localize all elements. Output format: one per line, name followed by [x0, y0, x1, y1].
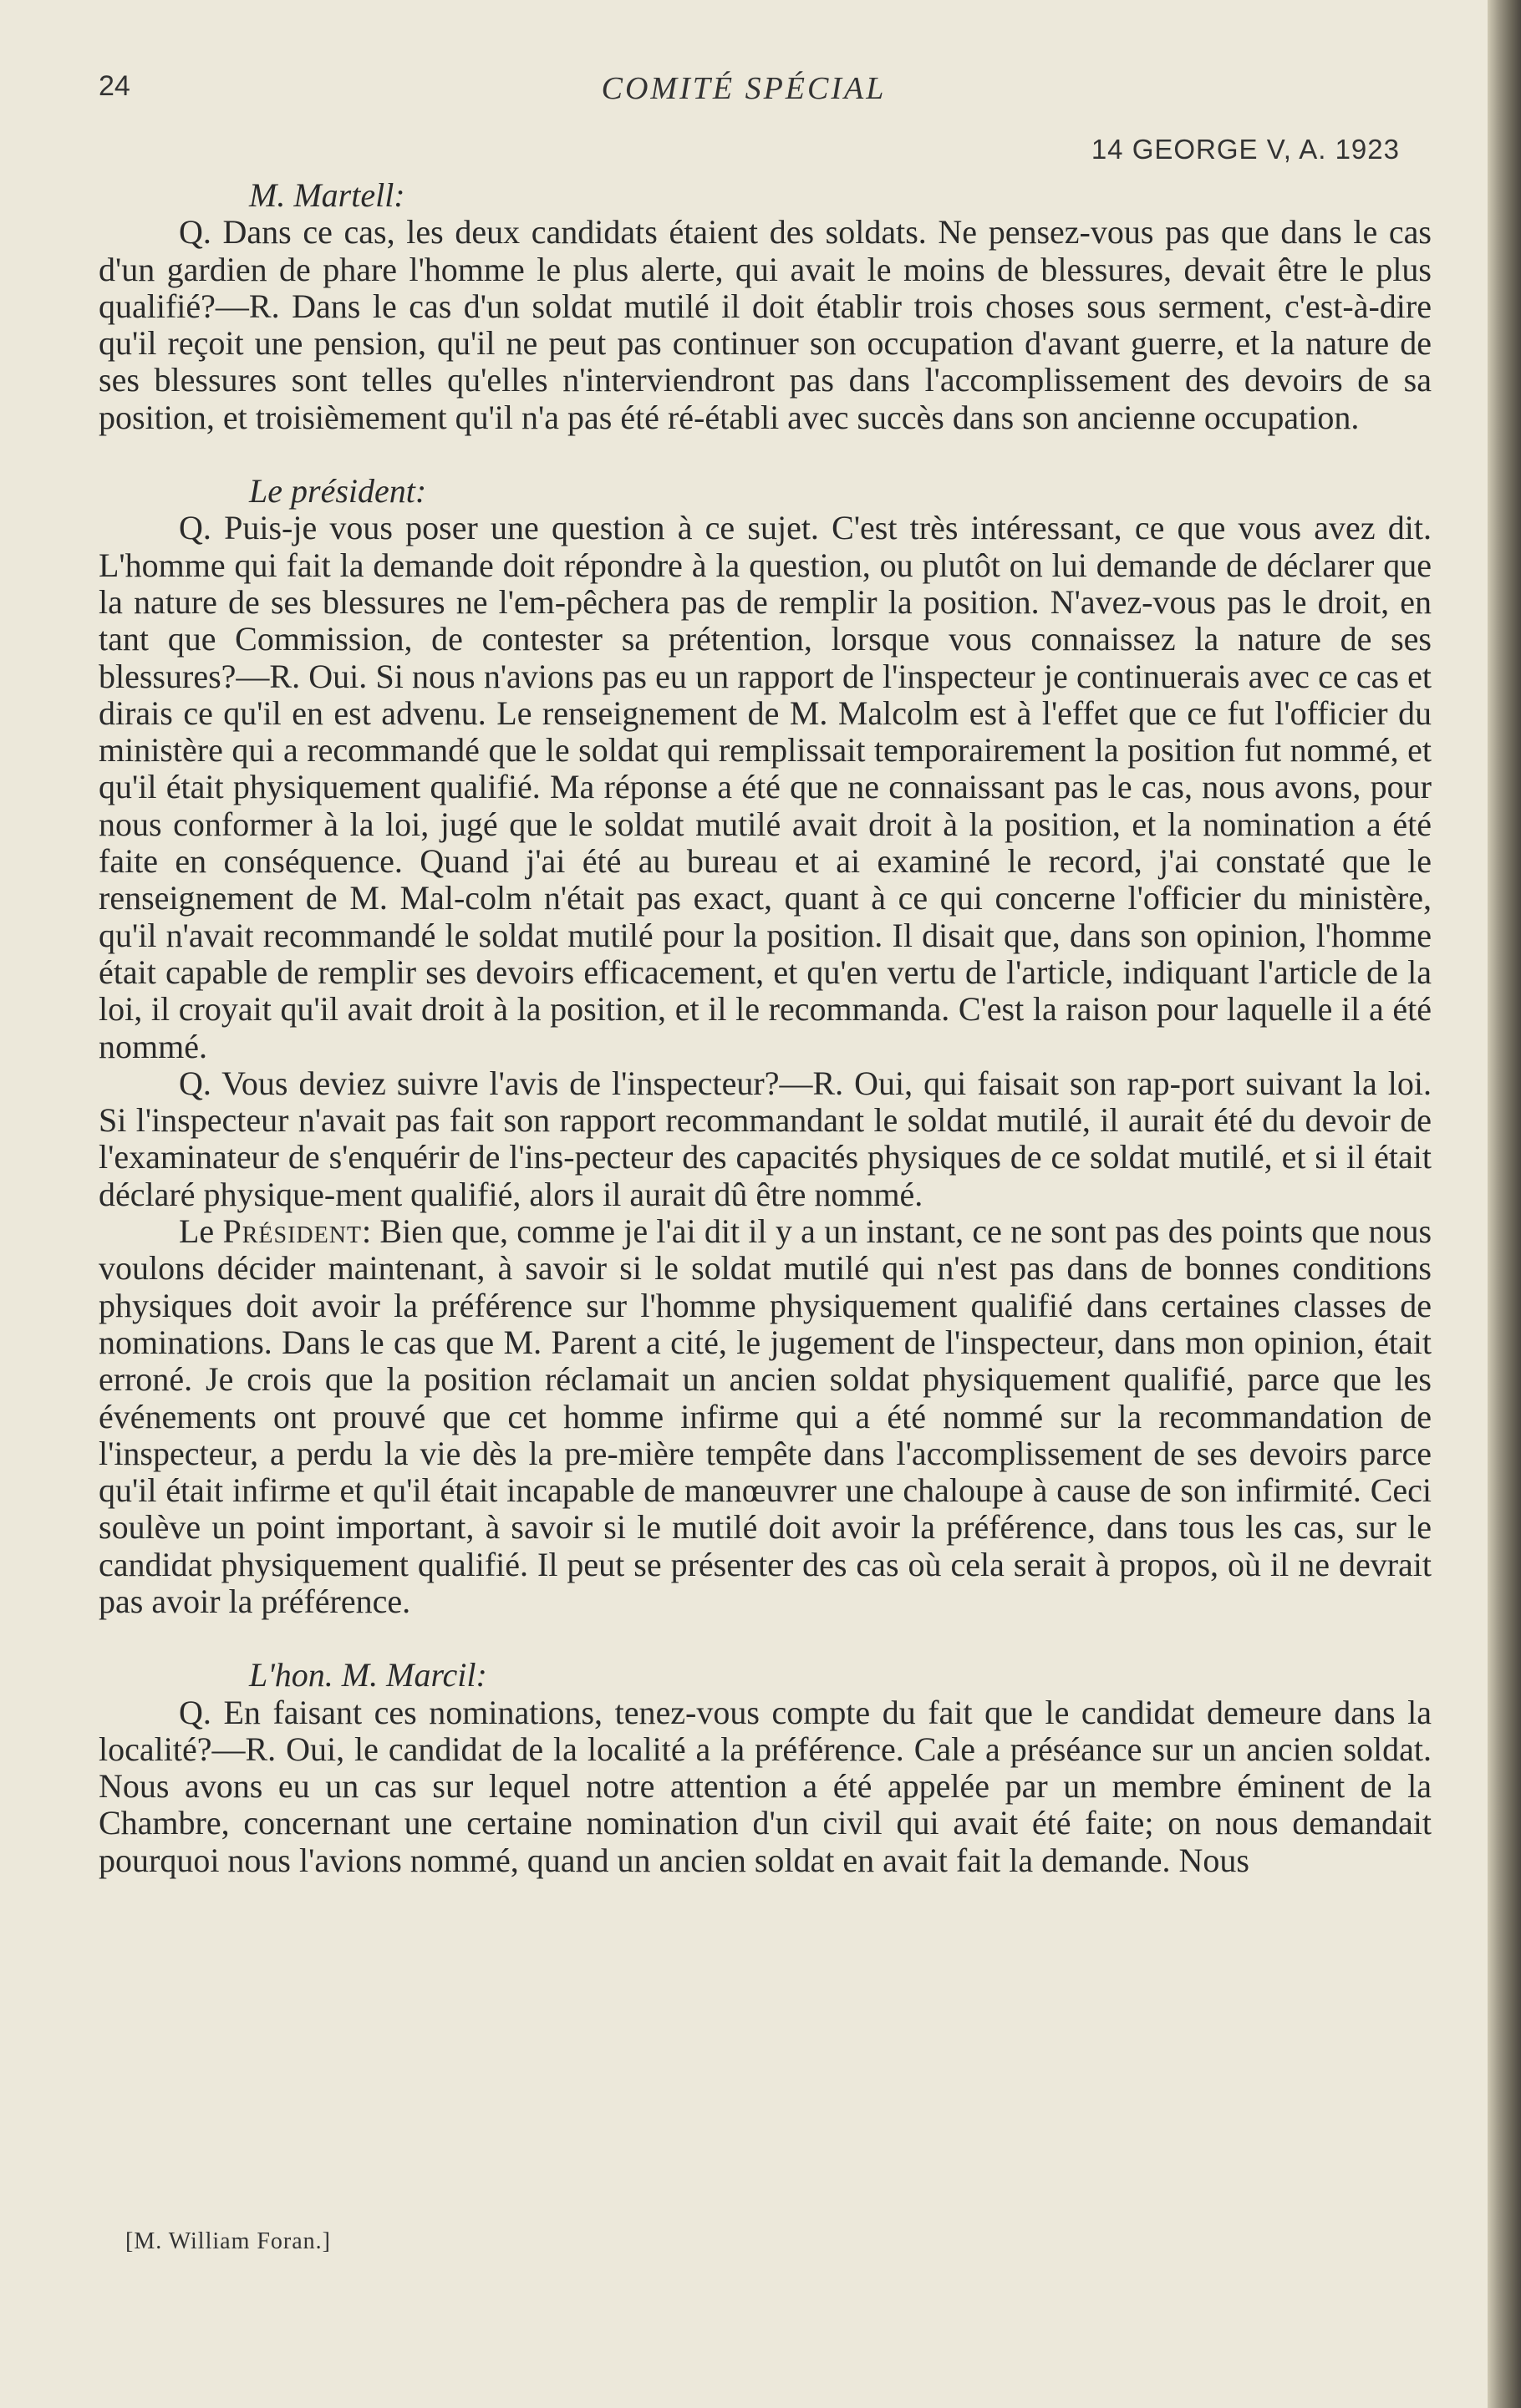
- paragraph-president-question: Q. Puis-je vous poser une question à ce sujet. C'est très intéressant, ce que vous avez dit. L'homme qui fait la demande doit répondre à la question, ou plutôt on lui demande de déclarer que la nature de ses blessures ne l'em-pêchera pas de remplir la position. N'avez-vous pas le droit, en tant que Commission, de contester sa prétention, lorsque vous connaissez la nature de ses blessures?—R. Oui. Si nous n'avions pas eu un rapport de l'inspecteur je continuerais avec ce cas et dirais ce qu'il en est advenu. Le renseignement de M. Malcolm est à l'effet que ce fut l'officier du ministère qui a recommandé que le soldat qui remplissait temporairement la position fut nommé, et qu'il était physiquement qualifié. Ma réponse a été que ne connaissant pas le cas, nous avons, pour nous conformer à la loi, jugé que le soldat mutilé avait droit à la position, et la nomination a été faite en conséquence. Quand j'ai été au bureau et ai examiné le record, j'ai constaté que le renseignement de M. Mal-colm n'était pas exact, quant à ce qui concerne l'officier du ministère, qu'il n'avait recommandé le soldat mutilé pour la position. Il disait que, dans son opinion, l'homme était capable de remplir ses devoirs efficacement, et qu'en vertu de l'article, indiquant l'article de la loi, il croyait qu'il avait droit à la position, et il le recommanda. C'est la raison pour laquelle il a été nommé.: [99, 509, 1432, 1065]
- president-statement-text: : Bien que, comme je l'ai dit il y a un instant, ce ne sont pas des points que nous voulons décider maintenant, à savoir si le soldat mutilé qui n'est pas dans de bonnes conditions physiques doit avoir la préférence sur l'homme physiquement qualifié dans certaines classes de nominations. Dans le cas que M. Parent a cité, le jugement de l'inspecteur, dans mon opinion, était erroné. Je crois que la position réclamait un ancien soldat physiquement qualifié, parce que les événements ont prouvé que cet homme infirme qui a été nommé sur la recommandation de l'inspecteur, a perdu la vie dès la pre-mière tempête dans l'accomplissement de ses devoirs parce qu'il était infirme et qu'il était incapable de manœuvrer une chaloupe à cause de son infirmité. Ceci soulève un point important, à savoir si le mutilé doit avoir la préférence, dans tous les cas, sur le candidat physiquement qualifié. Il peut se présenter des cas où cela serait à propos, où il ne devrait pas avoir la préférence.: [99, 1212, 1432, 1620]
- book-spine: [1488, 0, 1521, 2408]
- page-number: 24: [99, 70, 130, 102]
- speaker-president: Le président:: [249, 472, 427, 511]
- witness-note: [M. William Foran.]: [125, 2228, 331, 2254]
- body-text: [99, 177, 1432, 1879]
- president-lead: Le: [179, 1212, 223, 1251]
- paragraph-marcil-question: Q. En faisant ces nominations, tenez-vous compte du fait que le candidat demeure dans la localité?—R. Oui, le candidat de la localité a la préférence. Cale a préséance sur un ancien soldat. Nous avons eu un cas sur lequel notre attention a été appelée par un membre éminent de la Chambre, concernant une certaine nomination d'un civil qui avait été faite; on nous demandait pourquoi nous l'avions nommé, quand un ancien soldat en avait fait la demande. Nous: [99, 1693, 1432, 1879]
- paragraph-martell-question: Q. Dans ce cas, les deux candidats étaient des soldats. Ne pensez-vous pas que dans le cas d'un gardien de phare l'homme le plus alerte, qui avait le moins de blessures, devait être le plus qualifié?—R. Dans le cas d'un soldat mutilé il doit établir trois choses sous serment, c'est-à-dire qu'il reçoit une pension, qu'il ne peut pas continuer son occupation d'avant guerre, et la nature de ses blessures sont telles qu'elles n'interviendront pas dans l'accomplissement des devoirs de sa position, et troisièmement qu'il n'a pas été ré-établi avec succès dans son ancienne occupation.: [99, 213, 1432, 436]
- paragraph-president-statement: [99, 1213, 1432, 1620]
- running-title: COMITÉ SPÉCIAL: [601, 71, 887, 106]
- paragraph-inspector-question: Q. Vous deviez suivre l'avis de l'inspecteur?—R. Oui, qui faisait son rap-port suivant la loi. Si l'inspecteur n'avait pas fait son rapport recommandant le soldat mutilé, il aurait été du devoir de l'examinateur de s'enquérir de l'ins-pecteur des capacités physiques de ce soldat mutilé, et si il était déclaré physique-ment qualifié, alors il aurait dû être nommé.: [99, 1064, 1432, 1213]
- speaker-marcil: L'hon. M. Marcil:: [249, 1656, 487, 1694]
- president-label: Président: [222, 1212, 363, 1251]
- speaker-martell: M. Martell:: [249, 176, 405, 214]
- session-info: 14 GEORGE V, A. 1923: [1091, 134, 1400, 165]
